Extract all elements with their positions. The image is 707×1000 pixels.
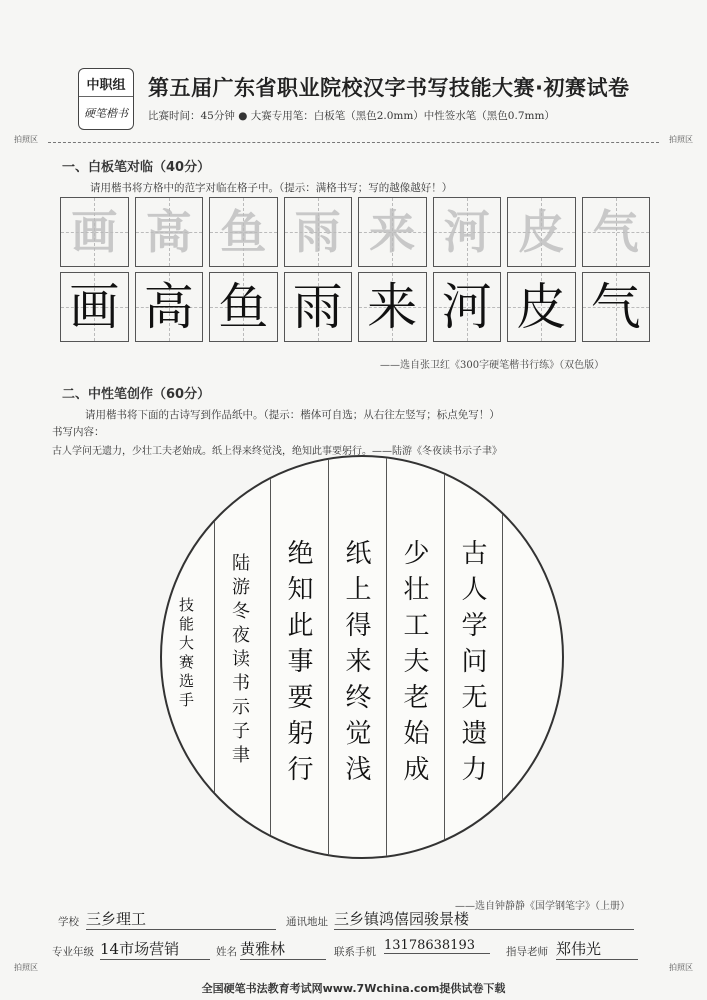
badge-group: 中职组: [79, 69, 133, 97]
column-line: [328, 457, 329, 857]
column-line: [214, 457, 215, 857]
written-char: 高: [143, 278, 194, 336]
written-char: 鱼: [218, 278, 269, 336]
contestant-signature: 技能大赛选手: [177, 597, 195, 711]
model-cell: 高: [135, 197, 204, 267]
model-cell: 画: [60, 197, 129, 267]
poem-column-3: 纸上得来终觉浅: [341, 539, 371, 791]
written-cell: [135, 272, 204, 342]
written-char: 画: [69, 278, 120, 336]
written-cell: [358, 272, 427, 342]
phone-field[interactable]: 13178638193: [384, 938, 490, 954]
written-char: 气: [590, 278, 641, 336]
name-field[interactable]: 黄雅林: [240, 938, 326, 960]
poem-attribution: 陆游冬夜读书示子聿: [229, 553, 250, 769]
written-cell: [284, 272, 353, 342]
model-cell: 河: [433, 197, 502, 267]
school-label: 学校: [58, 916, 79, 928]
written-char: 皮: [516, 278, 567, 336]
major-label: 专业年级: [52, 946, 94, 958]
page-title: 第五届广东省职业院校汉字书写技能大赛·初赛试卷: [148, 76, 630, 100]
fold-line: [48, 142, 659, 143]
model-cell: 来: [358, 197, 427, 267]
column-line: [386, 457, 387, 857]
poem-column-1: 古人学问无遗力: [457, 539, 487, 791]
section1-heading: 一、白板笔对临（40分）: [62, 160, 211, 175]
column-line: [502, 457, 503, 857]
model-cell: 雨: [284, 197, 353, 267]
poem-column-4: 绝知此事要躬行: [283, 539, 313, 791]
address-label: 通讯地址: [286, 916, 328, 928]
footer-download-note: 全国硬笔书法教育考试网www.7Wchina.com提供试卷下载: [201, 982, 506, 995]
written-char: 雨: [292, 278, 343, 336]
writing-grid: [60, 272, 650, 342]
phone-label: 联系手机: [334, 946, 376, 958]
written-char: 来: [367, 278, 418, 336]
fold-label-left: 拍照区: [14, 135, 38, 144]
written-cell: [209, 272, 278, 342]
major-field[interactable]: 14市场营销: [100, 938, 210, 960]
written-cell: [433, 272, 502, 342]
model-cell: 气: [582, 197, 651, 267]
section2-source: ——选自钟静静《国学钢笔字》（上册）: [455, 901, 630, 912]
written-cell: [60, 272, 129, 342]
poem-column-2: 少壮工夫老始成: [399, 539, 429, 791]
section2-instruction: 请用楷书将下面的古诗写到作品纸中。（提示：楷体可自选；从右往左竖写；标点免写！）: [85, 409, 500, 421]
teacher-label: 指导老师: [506, 946, 548, 958]
fold-label-bottom-left: 拍照区: [14, 963, 38, 972]
content-label: 书写内容：: [52, 426, 105, 438]
section1-instruction: 请用楷书将方格中的范字对临在格子中。（提示：满格书写；写的越像越好！）: [90, 182, 453, 194]
written-char: 河: [441, 278, 492, 336]
column-line: [444, 457, 445, 857]
model-cell: 鱼: [209, 197, 278, 267]
fold-label-bottom-right: 拍照区: [669, 963, 693, 972]
name-label: 姓名: [216, 946, 237, 958]
circular-work-paper: [160, 455, 564, 859]
written-cell: [507, 272, 576, 342]
fold-label-right: 拍照区: [669, 135, 693, 144]
category-badge: [78, 68, 134, 130]
model-cell: 皮: [507, 197, 576, 267]
poem-text: 古人学问无遗力，少壮工夫老始成。纸上得来终觉浅，绝知此事要躬行。——陆游《冬夜读书示子聿》: [52, 446, 502, 457]
school-field[interactable]: 三乡理工: [86, 908, 276, 930]
section1-source: ——选自张卫红《300字硬笔楷书行练》（双色版）: [380, 360, 605, 371]
exam-meta: 比赛时间：45分钟 ● 大赛专用笔：白板笔（黑色2.0mm）中性签水笔（黑色0.7mm）: [148, 110, 555, 122]
written-cell: [582, 272, 651, 342]
section2-heading: 二、中性笔创作（60分）: [62, 387, 211, 402]
address-field[interactable]: 三乡镇鸿僖园骏景楼: [334, 908, 634, 930]
teacher-field[interactable]: 郑伟光: [556, 938, 638, 960]
badge-style: 硬笔楷书: [84, 107, 128, 120]
column-line: [270, 457, 271, 857]
model-grid: [60, 197, 650, 267]
